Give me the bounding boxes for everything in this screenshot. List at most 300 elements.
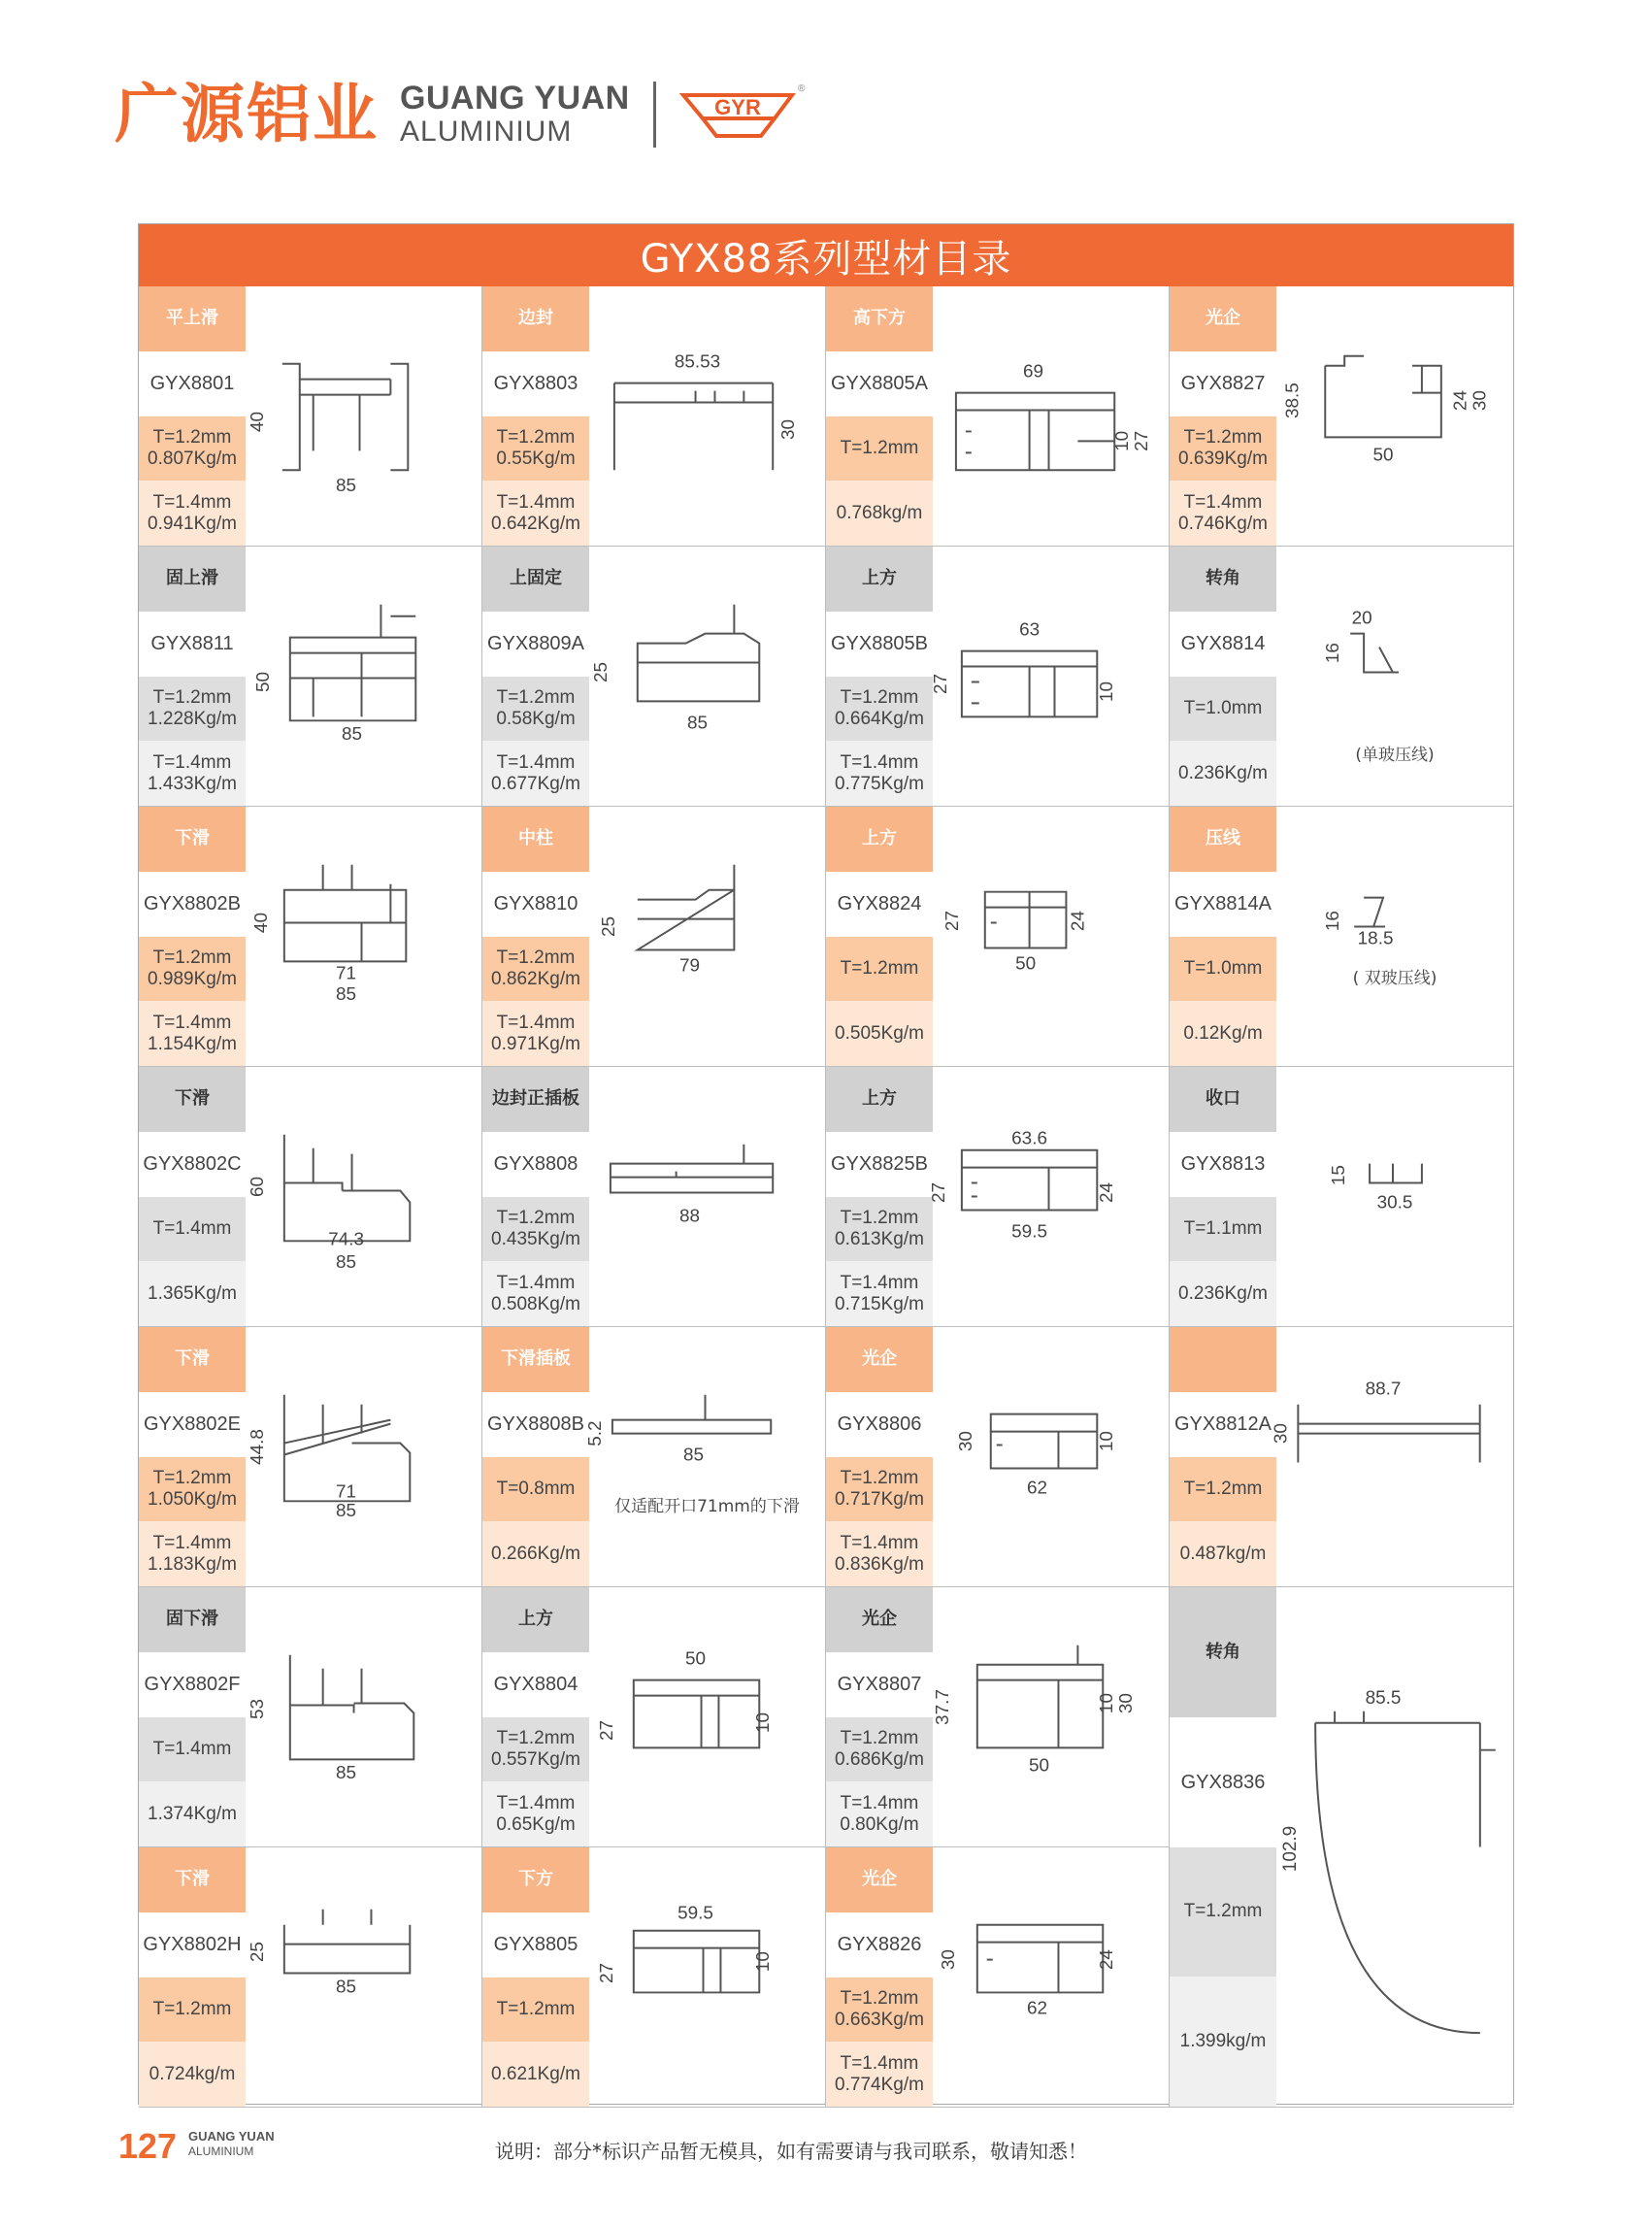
profile-spec-primary: T=1.2mm — [826, 416, 933, 482]
profile-info — [826, 286, 933, 546]
profile-cell-gyx8801 — [139, 286, 482, 547]
dimension-label: 27 — [1132, 430, 1153, 451]
profile-info — [826, 807, 933, 1066]
profile-category: 上方 — [826, 547, 933, 612]
profile-category: 固上滑 — [139, 547, 246, 612]
profile-spec-secondary: 1.399kg/m — [1170, 1977, 1276, 2107]
profile-info — [1170, 807, 1276, 1066]
dimension-label: 10 — [1097, 681, 1118, 702]
profile-section-svg — [933, 1587, 1169, 1846]
profile-section-svg — [589, 1847, 825, 2107]
profile-code: GYX8809A — [482, 612, 589, 677]
dimension-label: 18.5 — [1357, 928, 1394, 949]
profile-code: GYX8810 — [482, 872, 589, 937]
brand-logo-text: GYR — [713, 95, 761, 119]
catalog-title: GYX88系列型材目录 — [139, 224, 1513, 286]
profile-drawing — [246, 286, 481, 546]
dimension-label: 71 — [336, 963, 357, 984]
profile-outline — [991, 1414, 1098, 1469]
profile-code: GYX8825B — [826, 1132, 933, 1197]
profile-info — [139, 1587, 246, 1846]
dimension-label: 74.3 — [328, 1229, 364, 1250]
dimension-label: 50 — [1015, 953, 1037, 975]
profile-code: GYX8802H — [139, 1912, 246, 1978]
dimension-label: 30 — [778, 418, 800, 440]
dimension-label: 5.2 — [584, 1420, 606, 1446]
profile-spec-secondary: 1.374Kg/m — [139, 1781, 246, 1846]
profile-info — [139, 286, 246, 546]
profile-drawing — [933, 1327, 1169, 1586]
profile-category: 下滑 — [139, 1327, 246, 1392]
profile-outline — [284, 1910, 410, 1974]
profile-category: 上方 — [826, 1067, 933, 1132]
profile-spec-primary: T=1.2mm — [1170, 1457, 1276, 1522]
profile-category: 下方 — [482, 1847, 589, 1912]
profile-section-svg — [933, 286, 1169, 546]
profile-outline — [1298, 1405, 1479, 1463]
profile-code: GYX8827 — [1170, 351, 1276, 416]
profile-section-svg — [1276, 286, 1513, 546]
profile-info — [139, 1067, 246, 1326]
profile-info — [139, 1847, 246, 2107]
profile-outline — [634, 1931, 759, 1993]
profile-cell-gyx8804 — [482, 1587, 826, 1847]
profile-category: 上固定 — [482, 547, 589, 612]
profile-note: 仅适配开口71mm的下滑 — [614, 1497, 800, 1516]
profile-code: GYX8808 — [482, 1132, 589, 1197]
dimension-label: 85.53 — [674, 351, 721, 373]
profile-category: 上方 — [826, 807, 933, 872]
profile-outline — [977, 1645, 1103, 1748]
profile-spec-secondary: 0.12Kg/m — [1170, 1001, 1276, 1066]
profile-section-svg — [933, 1327, 1169, 1586]
dimension-label: 63 — [1019, 619, 1041, 641]
profile-code: GYX8803 — [482, 351, 589, 416]
dimension-label: 85 — [683, 1445, 705, 1466]
profile-code: GYX8826 — [826, 1912, 933, 1978]
profile-code: GYX8805B — [826, 612, 933, 677]
dimension-label: 85 — [336, 984, 357, 1006]
profile-spec-secondary: 0.266Kg/m — [482, 1521, 589, 1586]
profile-info — [482, 286, 589, 546]
profile-code: GYX8805A — [826, 351, 933, 416]
dimension-label: 10 — [1097, 1693, 1118, 1714]
profile-grid — [139, 286, 1513, 2108]
dimension-label: 10 — [1112, 430, 1134, 451]
profile-drawing — [1271, 1327, 1513, 1586]
profile-drawing — [589, 1067, 825, 1326]
profile-spec-secondary: 0.236Kg/m — [1170, 741, 1276, 806]
profile-spec-secondary: T=1.4mm 0.677Kg/m — [482, 741, 589, 806]
profile-info — [826, 547, 933, 806]
profile-code: GYX8805 — [482, 1912, 589, 1978]
profile-section-svg — [246, 1327, 481, 1586]
profile-info — [826, 1587, 933, 1846]
profile-spec-primary: T=1.2mm — [139, 1978, 246, 2043]
profile-cell-gyx8825b — [826, 1067, 1170, 1327]
profile-cell-gyx8805a — [826, 286, 1170, 547]
profile-spec-primary: T=1.2mm 0.58Kg/m — [482, 677, 589, 742]
profile-category: 光企 — [826, 1587, 933, 1652]
dimension-label: 50 — [252, 671, 274, 692]
profile-info — [826, 1067, 933, 1326]
profile-drawing — [246, 1327, 481, 1586]
dimension-label: 85 — [336, 476, 357, 497]
dimension-label: 16 — [1323, 911, 1344, 932]
profile-code: GYX8814A — [1170, 872, 1276, 937]
profile-code: GYX8807 — [826, 1652, 933, 1717]
profile-cell-gyx8810 — [482, 807, 826, 1067]
dimension-label: 44.8 — [247, 1429, 268, 1465]
footer-brand-line1: GUANG YUAN — [188, 2129, 275, 2144]
profile-spec-primary: T=1.2mm 0.55Kg/m — [482, 416, 589, 482]
profile-spec-primary: T=1.2mm 0.435Kg/m — [482, 1197, 589, 1262]
dimension-label: 85 — [336, 1252, 357, 1274]
dimension-label: 27 — [930, 673, 951, 694]
profile-spec-primary: T=1.2mm 0.989Kg/m — [139, 937, 246, 1002]
dimension-label: 30 — [955, 1431, 976, 1452]
brand-header — [115, 76, 806, 153]
profile-drawing — [589, 547, 825, 806]
profile-section-svg — [246, 1587, 481, 1846]
profile-category: 固下滑 — [139, 1587, 246, 1652]
profile-spec-primary: T=1.1mm — [1170, 1197, 1276, 1262]
dimension-label: 63.6 — [1011, 1128, 1047, 1149]
profile-category: 光企 — [826, 1847, 933, 1912]
dimension-label: 62 — [1027, 1998, 1048, 2019]
profile-spec-secondary: T=1.4mm 1.154Kg/m — [139, 1001, 246, 1066]
profile-section-svg — [589, 1067, 825, 1326]
brand-logo-icon — [677, 80, 806, 150]
profile-drawing — [246, 1587, 481, 1846]
profile-category: 转角 — [1170, 1587, 1276, 1717]
profile-outline — [638, 865, 735, 950]
profile-spec-secondary: T=1.4mm 0.508Kg/m — [482, 1261, 589, 1326]
profile-cell-gyx8802h — [139, 1847, 482, 2108]
profile-category: 高下方 — [826, 286, 933, 351]
profile-code: GYX8811 — [139, 612, 246, 677]
profile-spec-primary: T=1.4mm — [139, 1197, 246, 1262]
profile-cell-gyx8805 — [482, 1847, 826, 2108]
brand-name-en-line1: GUANG YUAN — [400, 80, 630, 117]
registered-mark: ® — [797, 83, 806, 94]
profile-section-svg — [1271, 1327, 1513, 1586]
profile-category: 下滑插板 — [482, 1327, 589, 1392]
profile-cell-gyx8809a — [482, 547, 826, 807]
profile-spec-primary: T=1.2mm 0.686Kg/m — [826, 1717, 933, 1782]
profile-drawing — [933, 807, 1169, 1066]
profile-cell-gyx8814 — [1170, 547, 1513, 807]
dimension-label: 50 — [1029, 1755, 1050, 1777]
dimension-label: 59.5 — [1011, 1221, 1047, 1243]
dimension-label: 27 — [942, 911, 963, 932]
profile-code: GYX8813 — [1170, 1132, 1276, 1197]
brand-divider — [653, 82, 656, 148]
dimension-label: 25 — [598, 916, 619, 938]
profile-info — [482, 807, 589, 1066]
brand-name-en-line2: ALUMINIUM — [400, 116, 573, 149]
profile-drawing — [246, 807, 481, 1066]
dimension-label: 50 — [685, 1648, 707, 1670]
profile-info — [1170, 547, 1276, 806]
profile-category: 转角 — [1170, 547, 1276, 612]
profile-spec-secondary: T=1.4mm 1.433Kg/m — [139, 741, 246, 806]
profile-cell-gyx8813 — [1170, 1067, 1513, 1327]
profile-outline — [638, 605, 759, 702]
profile-spec-primary: T=1.2mm 0.639Kg/m — [1170, 416, 1276, 482]
profile-outline — [1325, 356, 1441, 438]
profile-section-svg — [933, 1847, 1169, 2107]
profile-spec-primary: T=1.2mm — [826, 937, 933, 1002]
profile-category: 收口 — [1170, 1067, 1276, 1132]
profile-drawing — [246, 1067, 481, 1326]
profile-category: 下滑 — [139, 1847, 246, 1912]
profile-spec-secondary: T=1.4mm 1.183Kg/m — [139, 1521, 246, 1586]
profile-info — [826, 1327, 933, 1586]
profile-spec-secondary: 1.365Kg/m — [139, 1261, 246, 1326]
dimension-label: 38.5 — [1282, 382, 1304, 418]
dimension-label: 50 — [1372, 445, 1394, 466]
profile-outline — [290, 605, 415, 721]
profile-spec-secondary: T=1.4mm 0.774Kg/m — [826, 2042, 933, 2107]
dimension-label: 24 — [1068, 911, 1089, 932]
profile-spec-primary: T=1.2mm — [1170, 1847, 1276, 1978]
footer-brand — [188, 2130, 275, 2157]
dimension-label: 30.5 — [1376, 1192, 1413, 1213]
profile-spec-secondary: 0.505Kg/m — [826, 1001, 933, 1066]
profile-spec-primary: T=1.0mm — [1170, 937, 1276, 1002]
profile-outline — [985, 892, 1067, 948]
profile-code: GYX8824 — [826, 872, 933, 937]
dimension-label: 25 — [590, 662, 611, 683]
profile-outline — [962, 651, 1097, 717]
profile-spec-primary: T=1.2mm 0.664Kg/m — [826, 677, 933, 742]
profile-category: 边封 — [482, 286, 589, 351]
profile-spec-secondary: T=1.4mm 0.80Kg/m — [826, 1781, 933, 1846]
profile-section-svg — [589, 547, 825, 806]
dimension-label: 71 — [336, 1481, 357, 1503]
dimension-label: 30 — [1116, 1693, 1138, 1714]
profile-outline — [290, 1655, 413, 1760]
profile-info — [482, 1847, 589, 2107]
profile-section-svg — [1276, 1067, 1513, 1326]
profile-outline — [284, 865, 406, 962]
dimension-label: 60 — [247, 1177, 268, 1198]
dimension-label: 85 — [336, 1763, 357, 1784]
profile-section-svg — [246, 547, 481, 806]
profile-spec-secondary: T=1.4mm 0.65Kg/m — [482, 1781, 589, 1846]
profile-spec-primary: T=1.2mm 0.862Kg/m — [482, 937, 589, 1002]
profile-category: 上方 — [482, 1587, 589, 1652]
profile-code: GYX8836 — [1170, 1717, 1276, 1847]
profile-spec-secondary: 0.487kg/m — [1170, 1521, 1276, 1586]
dimension-label: 85.5 — [1365, 1687, 1402, 1709]
profile-spec-secondary: 0.724kg/m — [139, 2042, 246, 2107]
profile-spec-secondary: T=1.4mm 0.642Kg/m — [482, 481, 589, 546]
dimension-label: 24 — [1097, 1949, 1118, 1971]
profile-category: 光企 — [826, 1327, 933, 1392]
profile-info — [826, 1847, 933, 2107]
dimension-label: 30 — [938, 1949, 959, 1971]
profile-section-svg — [928, 1067, 1169, 1326]
dimension-label: 16 — [1323, 643, 1344, 664]
profile-note: (单玻压线) — [1355, 746, 1435, 765]
profile-cell-gyx8836 — [1170, 1587, 1513, 2108]
dimension-label: 88 — [679, 1206, 701, 1227]
profile-cell-gyx8802b — [139, 807, 482, 1067]
profile-info — [1170, 1587, 1276, 2107]
profile-code: GYX8802B — [139, 872, 246, 937]
profile-cell-gyx8802f — [139, 1587, 482, 1847]
profile-cell-gyx8808b — [482, 1327, 826, 1587]
profile-info — [1170, 286, 1276, 546]
footer-brand-line2: ALUMINIUM — [188, 2144, 254, 2158]
profile-drawing — [589, 807, 825, 1066]
dimension-label: 25 — [247, 1942, 268, 1963]
profile-outline — [614, 383, 773, 471]
dimension-label: 37.7 — [932, 1689, 953, 1725]
profile-section-svg — [930, 547, 1169, 806]
profile-category: 边封正插板 — [482, 1067, 589, 1132]
profile-spec-secondary: T=1.4mm 0.971Kg/m — [482, 1001, 589, 1066]
profile-cell-gyx8827 — [1170, 286, 1513, 547]
profile-outline — [1370, 1164, 1422, 1183]
profile-spec-primary: T=1.2mm 1.050Kg/m — [139, 1457, 246, 1522]
profile-drawing — [933, 1847, 1169, 2107]
profile-spec-secondary: T=1.4mm 0.746Kg/m — [1170, 481, 1276, 546]
profile-category: 下滑 — [139, 1067, 246, 1132]
profile-spec-secondary: 0.236Kg/m — [1170, 1261, 1276, 1326]
dimension-label: 30 — [1470, 390, 1491, 412]
dimension-label: 27 — [928, 1182, 949, 1204]
catalog-table — [138, 223, 1514, 2105]
dimension-label: 10 — [753, 1951, 775, 1973]
profile-spec-secondary: T=1.4mm 0.836Kg/m — [826, 1521, 933, 1586]
profile-section-svg — [589, 1587, 825, 1846]
profile-spec-primary: T=1.2mm 0.807Kg/m — [139, 416, 246, 482]
profile-cell-gyx8806 — [826, 1327, 1170, 1587]
profile-info — [482, 547, 589, 806]
dimension-label: 10 — [753, 1712, 775, 1733]
dimension-label: 69 — [1023, 361, 1044, 382]
profile-cell-gyx8802e — [139, 1327, 482, 1587]
profile-info — [482, 1067, 589, 1326]
dimension-label: 88.7 — [1365, 1379, 1402, 1400]
dimension-label: 59.5 — [677, 1903, 713, 1924]
profile-drawing — [246, 1847, 481, 2107]
profile-outline — [977, 1925, 1103, 1993]
dimension-label: 85 — [336, 1501, 357, 1522]
dimension-label: 102.9 — [1280, 1825, 1302, 1873]
profile-cell-gyx8826 — [826, 1847, 1170, 2108]
profile-spec-primary: T=0.8mm — [482, 1457, 589, 1522]
profile-outline — [612, 1395, 771, 1434]
dimension-label: 85 — [336, 1977, 357, 1998]
profile-code: GYX8806 — [826, 1392, 933, 1457]
dimension-label: 79 — [679, 955, 701, 977]
profile-outline — [282, 364, 408, 471]
profile-note: ( 双玻压线) — [1352, 969, 1437, 988]
profile-cell-gyx8803 — [482, 286, 826, 547]
profile-category: 中柱 — [482, 807, 589, 872]
profile-category: 压线 — [1170, 807, 1276, 872]
profile-outline — [956, 393, 1114, 471]
profile-cell-gyx8814a — [1170, 807, 1513, 1067]
profile-code: GYX8804 — [482, 1652, 589, 1717]
profile-section-svg — [246, 1847, 481, 2107]
profile-outline — [962, 1150, 1097, 1211]
profile-drawing — [1276, 1587, 1513, 2107]
dimension-label: 85 — [687, 713, 709, 734]
dimension-label: 27 — [596, 1963, 617, 1984]
profile-section-svg — [246, 1067, 481, 1326]
profile-code: GYX8802E — [139, 1392, 246, 1457]
profile-drawing — [584, 1327, 825, 1586]
profile-code: GYX8812A — [1170, 1392, 1276, 1457]
profile-outline — [611, 1145, 773, 1193]
profile-spec-secondary: 0.621Kg/m — [482, 2042, 589, 2107]
profile-spec-primary: T=1.0mm — [1170, 677, 1276, 742]
profile-section-svg — [933, 807, 1169, 1066]
profile-spec-secondary: T=1.4mm 0.715Kg/m — [826, 1261, 933, 1326]
profile-section-svg — [1276, 547, 1513, 806]
profile-category: 平上滑 — [139, 286, 246, 351]
profile-code: GYX8801 — [139, 351, 246, 416]
dimension-label: 40 — [250, 913, 272, 934]
profile-code: GYX8808B — [482, 1392, 589, 1457]
profile-section-svg — [246, 807, 481, 1066]
profile-spec-secondary: T=1.4mm 0.941Kg/m — [139, 481, 246, 546]
profile-info — [139, 547, 246, 806]
profile-outline — [284, 1135, 410, 1242]
profile-drawing — [928, 1067, 1169, 1326]
dimension-label: 62 — [1027, 1478, 1048, 1499]
profile-drawing — [589, 1847, 825, 2107]
profile-info — [1170, 1067, 1276, 1326]
profile-category: 光企 — [1170, 286, 1276, 351]
profile-drawing — [1276, 286, 1513, 546]
dimension-label: 27 — [596, 1719, 617, 1741]
profile-section-svg — [589, 807, 825, 1066]
profile-code: GYX8802F — [139, 1652, 246, 1717]
profile-drawing — [589, 286, 825, 546]
dimension-label: 24 — [1097, 1182, 1118, 1204]
profile-cell-gyx8808 — [482, 1067, 826, 1327]
profile-outline — [1354, 898, 1385, 927]
profile-code: GYX8814 — [1170, 612, 1276, 677]
profile-drawing — [589, 1587, 825, 1846]
profile-drawing — [1276, 807, 1513, 1066]
profile-section-svg — [246, 286, 481, 546]
profile-outline — [1350, 634, 1399, 673]
profile-info — [482, 1327, 589, 1586]
profile-info — [139, 807, 246, 1066]
profile-drawing — [930, 547, 1169, 806]
dimension-label: 85 — [342, 724, 363, 746]
profile-spec-primary: T=1.2mm 0.613Kg/m — [826, 1197, 933, 1262]
profile-info — [1170, 1327, 1276, 1586]
dimension-label: 10 — [1097, 1431, 1118, 1452]
page-number: 127 — [118, 2126, 178, 2166]
footnote: 说明：部分*标识产品暂无模具，如有需要请与我司联系，敬请知悉！ — [495, 2140, 1087, 2163]
brand-name-en — [400, 82, 630, 147]
profile-code: GYX8802C — [139, 1132, 246, 1197]
dimension-label: 30 — [1271, 1423, 1292, 1445]
profile-drawing — [1276, 1067, 1513, 1326]
dimension-label: 40 — [247, 411, 268, 432]
profile-section-svg — [1276, 1587, 1513, 2107]
profile-spec-secondary: T=1.4mm 0.775Kg/m — [826, 741, 933, 806]
